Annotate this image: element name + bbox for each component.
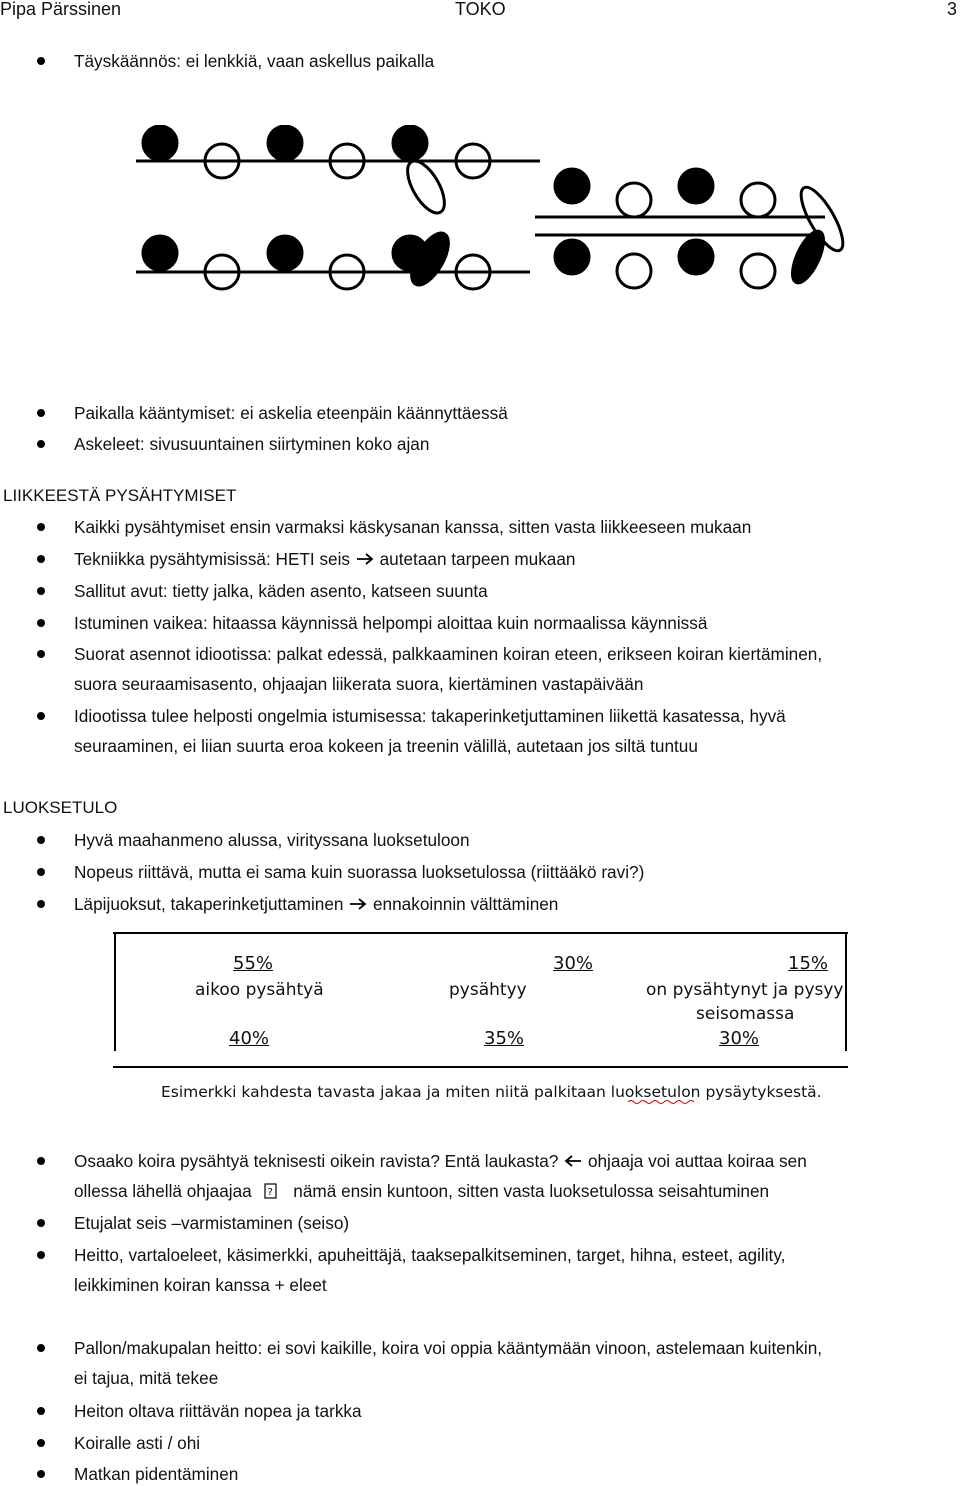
list-item-text: ennakoinnin välttäminen (373, 894, 559, 914)
list-item (74, 1150, 807, 1172)
list-item (74, 893, 558, 915)
section-heading: LUOKSETULO (3, 798, 118, 817)
bullet-icon (37, 409, 45, 417)
list-item: Heiton oltava riittävän nopea ja tarkka (74, 1401, 362, 1421)
list-item: Matkan pidentäminen (74, 1464, 239, 1484)
bullet-icon (37, 440, 45, 448)
percent-label: 35% (484, 1028, 525, 1049)
figure-label: seisomassa (696, 1004, 795, 1024)
list-item-text: Tekniikka pysähtymisissä: HETI seis (74, 549, 351, 569)
figure-label: pysähtyy (449, 980, 527, 1000)
list-item: Nopeus riittävä, mutta ei sama kuin suorassa luoksetulossa (riittääkö ravi?) (74, 862, 645, 882)
list-item-text: Osaako koira pysähtyä teknisesti oikein ravista? Entä laukasta? (74, 1151, 559, 1171)
list-item: Askeleet: sivusuuntainen siirtyminen koko ajan (74, 434, 430, 454)
list-item-continuation: ei tajua, mitä tekee (74, 1368, 219, 1388)
percent-label: 15% (788, 953, 829, 974)
section-heading: LIIKKEESTÄ PYSÄHTYMISET (3, 486, 237, 505)
list-item: Koiralle asti / ohi (74, 1433, 201, 1453)
list-item-continuation: seuraaminen, ei liian suurta eroa kokeen ja treenin välillä, autetaan jos siltä tuntuu (74, 736, 698, 756)
page-number: 3 (947, 0, 958, 19)
stop-distribution-figure (113, 931, 848, 1111)
document-title: TOKO (455, 0, 506, 19)
bullet-icon (37, 57, 45, 65)
arrow-right-icon (355, 552, 375, 566)
list-item-continuation: leikkiminen koiran kanssa + eleet (74, 1275, 327, 1295)
list-item: Etujalat seis –varmistaminen (seiso) (74, 1213, 350, 1233)
figure-caption: Esimerkki kahdesta tavasta jakaa ja miten niitä palkitaan luoksetulon pysäytyksestä. (161, 1083, 822, 1101)
bullet-icon (37, 900, 45, 908)
bullet-icon (37, 1219, 45, 1227)
list-item-text: Läpijuoksut, takaperinketjuttaminen (74, 894, 344, 914)
list-item: Sallitut avut: tietty jalka, käden asento, katseen suunta (74, 581, 488, 601)
bullet-icon (37, 1407, 45, 1415)
figure-label: on pysähtynyt ja pysyy (646, 980, 844, 1000)
list-item-text: autetaan tarpeen mukaan (379, 549, 576, 569)
bullet-icon (37, 1251, 45, 1259)
list-item: Hyvä maahanmeno alussa, virityssana luoksetuloon (74, 830, 470, 850)
list-item: Kaikki pysähtymiset ensin varmaksi käskysanan kanssa, sitten vasta liikkeeseen mukaan (74, 517, 752, 537)
list-item: Idiootissa tulee helposti ongelmia istumisessa: takaperinketjuttaminen liikettä kasatessa, hyvä (74, 706, 786, 726)
list-item-continuation (74, 1180, 769, 1202)
list-item: Heitto, vartaloeleet, käsimerkki, apuheittäjä, taaksepalkitseminen, target, hihna, esteet, agility, (74, 1245, 786, 1265)
bullet-icon (37, 619, 45, 627)
list-item: Suorat asennot idiootissa: palkat edessä, palkkaaminen koiran eteen, erikseen koiran kiertäminen, (74, 644, 823, 664)
list-item (74, 548, 576, 570)
list-item-continuation: suora seuraamisasento, ohjaajan liikerata suora, kiertäminen vastapäivään (74, 674, 644, 694)
list-item: Istuminen vaikea: hitaassa käynnissä helpompi aloittaa kuin normaalissa käynnissä (74, 613, 708, 633)
figure-label: aikoo pysähtyä (195, 980, 324, 1000)
percent-label: 40% (229, 1028, 270, 1049)
list-item-text: ohjaaja voi auttaa koiraa sen (587, 1151, 807, 1171)
turn-diagram (130, 125, 860, 335)
svg-text:?: ? (267, 1187, 273, 1198)
author-name: Pipa Pärssinen (0, 0, 122, 19)
list-item: Paikalla kääntymiset: ei askelia eteenpäin käännyttäessä (74, 403, 508, 423)
missing-glyph-icon (263, 1182, 279, 1200)
bullet-icon (37, 712, 45, 720)
bullet-icon (37, 555, 45, 563)
percent-label: 30% (719, 1028, 760, 1049)
list-item-text: ollessa lähellä ohjaajaa (74, 1181, 252, 1201)
bullet-icon (37, 836, 45, 844)
bullet-icon (37, 1344, 45, 1352)
page-header (0, 0, 960, 24)
arrow-left-icon (563, 1154, 583, 1168)
list-item: Pallon/makupalan heitto: ei sovi kaikille, koira voi oppia kääntymään vinoon, astelemaan kuitenkin, (74, 1338, 823, 1358)
percent-label: 30% (553, 953, 594, 974)
list-item: Täyskäännös: ei lenkkiä, vaan askellus paikalla (74, 51, 435, 71)
bullet-icon (37, 1470, 45, 1478)
bullet-icon (37, 1157, 45, 1165)
bullet-icon (37, 868, 45, 876)
bullet-icon (37, 523, 45, 531)
list-item-text: nämä ensin kuntoon, sitten vasta luoksetulossa seisahtuminen (293, 1181, 770, 1201)
bullet-icon (37, 1439, 45, 1447)
bullet-icon (37, 650, 45, 658)
arrow-right-icon (348, 897, 368, 911)
percent-label: 55% (233, 953, 274, 974)
bullet-icon (37, 587, 45, 595)
